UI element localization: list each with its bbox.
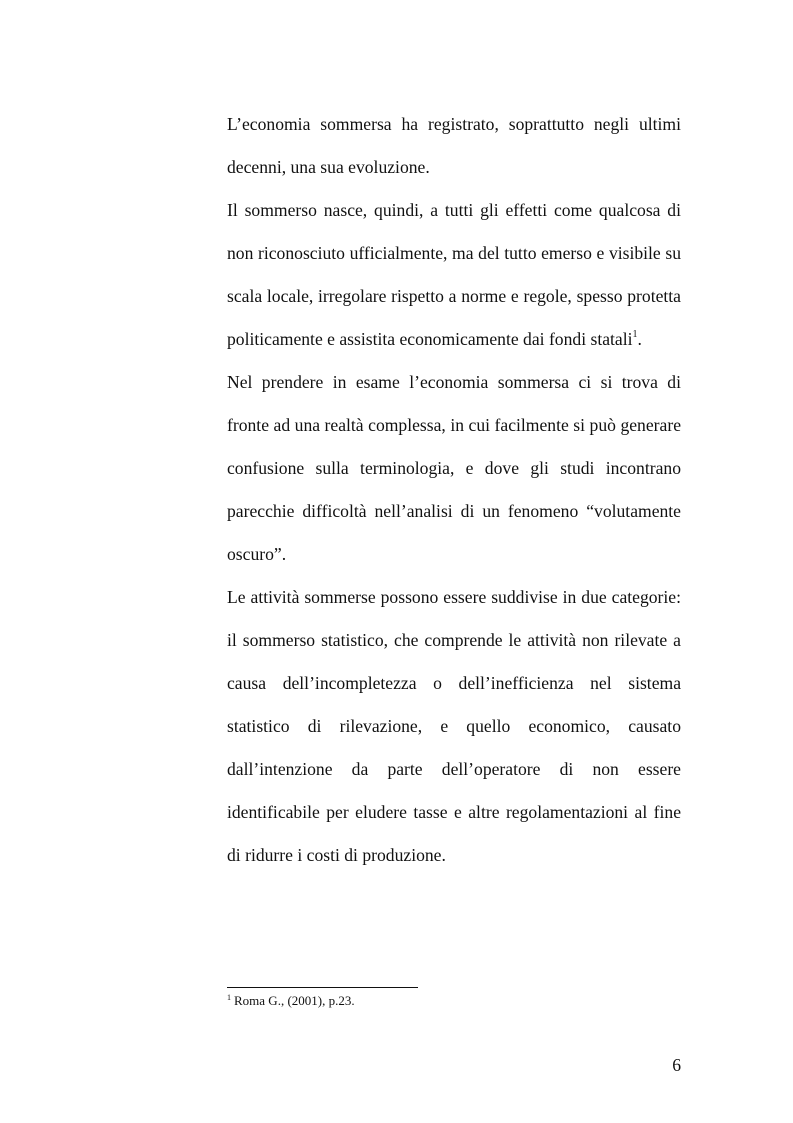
paragraph-complexity xyxy=(227,361,681,576)
paragraph-sommerso-origin xyxy=(227,189,681,361)
footnote xyxy=(227,993,681,1009)
paragraph-text: Nel prendere in esame l’economia sommersa ci si trova di fronte ad una realtà complessa, in cui facilmente si può generare confusione sulla terminologia, e dove gli studi incontrano parecchie difficoltà nell’analisi di un fenomeno “volutamente oscuro”. xyxy=(227,372,681,564)
paragraph-text: Il sommerso nasce, quindi, a tutti gli effetti come qualcosa di non riconosciuto ufficialmente, ma del tutto emerso e visibile su scala locale, irregolare rispetto a norme e regole, spesso protetta politicamente e assistita economicamente dai fondi statali xyxy=(227,200,681,349)
footnote-reference[interactable]: 1 xyxy=(632,329,638,341)
paragraph-categories xyxy=(227,576,681,877)
footnote-divider xyxy=(227,987,418,988)
footnote-text: Roma G., (2001), p.23. xyxy=(234,993,355,1008)
page-number: 6 xyxy=(672,1055,681,1075)
footnote-number: 1 xyxy=(227,992,231,1002)
paragraph-text: L’economia sommersa ha registrato, soprattutto negli ultimi decenni, una sua evoluzione. xyxy=(227,114,681,177)
paragraph-text: Le attività sommerse possono essere suddivise in due categorie: il sommerso statistico, che comprende le attività non rilevate a causa dell’incompletezza o dell’inefficienza nel sistema statistico di rilevazione, e quello economico, causato dall’intenzione da parte dell’operatore di non essere identificabile per eludere tasse e altre regolamentazioni al fine di ridurre i costi di produzione. xyxy=(227,587,681,865)
paragraph-period: . xyxy=(637,329,642,349)
body-text xyxy=(227,103,681,877)
paragraph-evolution xyxy=(227,103,681,189)
